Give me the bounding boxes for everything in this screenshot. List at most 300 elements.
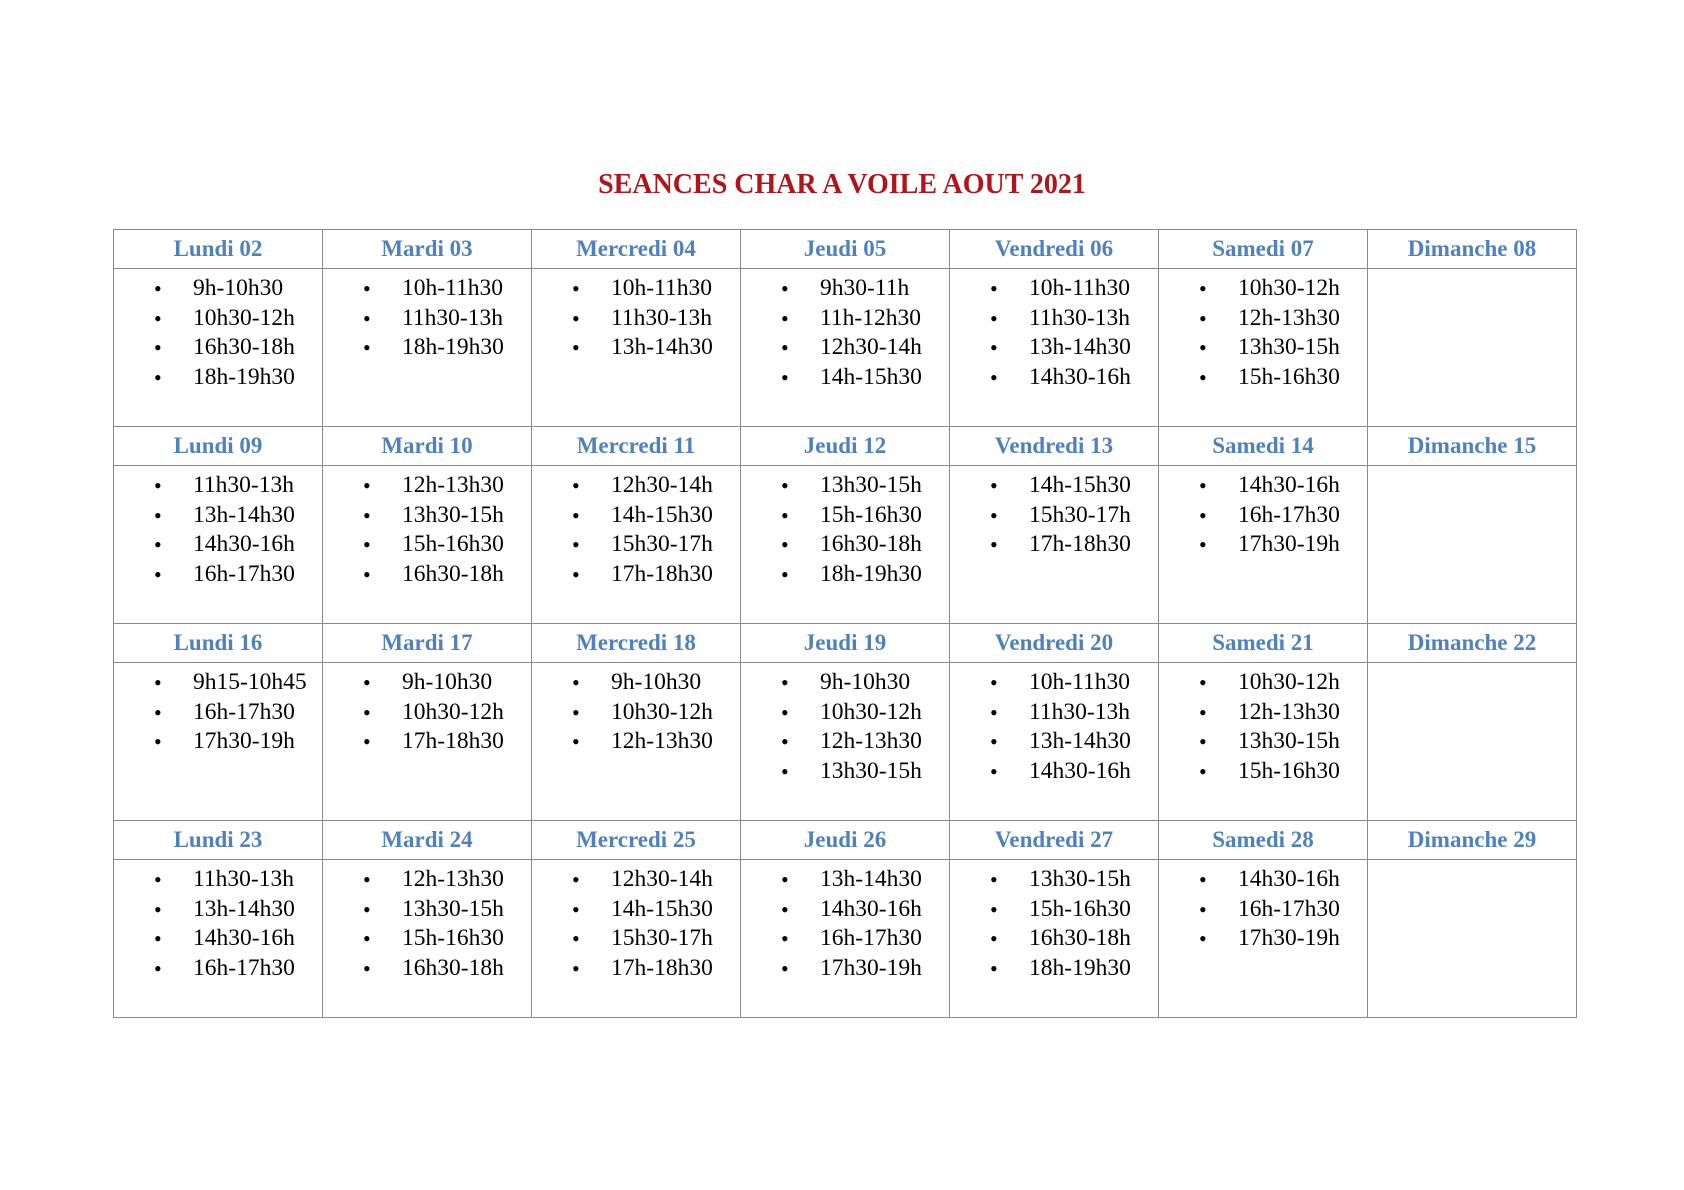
bullet-icon: • [1199,926,1207,951]
slot-time: 14h30-16h [193,531,295,557]
slot-item [114,333,322,363]
slot-item [741,471,949,501]
day-header: Jeudi 05 [741,230,950,269]
bullet-icon: • [1199,670,1207,695]
schedule-table [113,229,1577,1018]
slot-item [741,530,949,560]
bullet-icon: • [1199,364,1207,390]
slot-list [741,663,949,786]
slot-item [114,895,322,925]
slot-item [323,471,531,501]
slot-time: 16h-17h30 [193,954,295,981]
bullet-icon: • [781,867,789,892]
bullet-icon: • [363,955,371,981]
slot-list [323,269,531,363]
bullet-icon: • [1199,867,1207,892]
slot-list [741,269,949,392]
day-header: Vendredi 27 [950,821,1159,860]
day-header: Vendredi 06 [950,230,1159,269]
slot-time: 16h-17h30 [820,925,922,951]
bullet-icon: • [1199,532,1207,557]
bullet-icon: • [154,502,162,528]
day-slots-cell [1159,269,1368,427]
slot-time: 17h-18h30 [611,560,713,587]
slot-time: 14h30-16h [1238,866,1340,892]
slot-list [114,663,322,757]
slot-list [323,663,531,757]
slot-item [1159,501,1367,531]
slot-item [532,698,740,728]
bullet-icon: • [990,335,998,360]
bullet-icon: • [781,758,789,784]
slot-item [323,274,531,304]
slot-time: 17h30-19h [820,954,922,981]
day-slots-cell [323,663,532,821]
slot-list [532,663,740,757]
schedule-body [114,230,1577,1018]
slot-item [323,698,531,728]
day-slots-cell [114,860,323,1018]
slot-item [741,924,949,954]
slot-time: 13h30-15h [820,472,922,498]
slot-item [950,274,1158,304]
week-header-row [114,427,1577,466]
slot-time: 11h30-13h [402,304,503,331]
slot-item [114,954,322,984]
slot-time: 10h-11h30 [1029,275,1130,301]
bullet-icon: • [990,699,998,725]
week-slots-row [114,269,1577,427]
slot-list [114,269,322,392]
bullet-icon: • [781,955,789,981]
day-slots-cell [1159,466,1368,624]
slot-item [950,865,1158,895]
slot-item [532,954,740,984]
bullet-icon: • [154,561,162,587]
slot-item [323,865,531,895]
day-header: Jeudi 12 [741,427,950,466]
bullet-icon: • [363,305,371,331]
slot-time: 16h30-18h [820,531,922,557]
bullet-icon: • [1199,502,1207,528]
slot-item [114,560,322,590]
slot-time: 13h-14h30 [1029,728,1131,754]
day-slots-cell [323,860,532,1018]
slot-time: 10h30-12h [402,698,504,725]
slot-time: 16h30-18h [193,334,295,360]
slot-time: 12h-13h30 [1238,698,1340,725]
day-slots-cell [532,663,741,821]
slot-list [950,663,1158,786]
bullet-icon: • [363,276,371,301]
slot-time: 16h30-18h [402,560,504,587]
day-slots-cell [741,466,950,624]
slot-item [532,895,740,925]
day-slots-cell [741,860,950,1018]
slot-item [950,471,1158,501]
day-header: Mercredi 11 [532,427,741,466]
slot-time: 12h30-14h [611,866,713,892]
bullet-icon: • [363,473,371,498]
slot-time: 9h-10h30 [402,669,493,695]
slot-item [323,895,531,925]
day-header: Lundi 23 [114,821,323,860]
slot-time: 9h30-11h [820,275,910,301]
slot-time: 14h30-16h [1029,363,1131,390]
bullet-icon: • [154,699,162,725]
bullet-icon: • [990,729,998,754]
slot-time: 18h-19h30 [1029,954,1131,981]
slot-item [323,501,531,531]
slot-time: 16h30-18h [402,954,504,981]
day-slots-cell [950,466,1159,624]
bullet-icon: • [154,955,162,981]
slot-time: 10h30-12h [1238,275,1340,301]
bullet-icon: • [1199,335,1207,360]
bullet-icon: • [363,867,371,892]
bullet-icon: • [363,502,371,528]
slot-list [1159,663,1367,786]
slot-item [741,304,949,334]
slot-item [114,501,322,531]
slot-item [323,530,531,560]
day-header: Lundi 02 [114,230,323,269]
slot-item [950,895,1158,925]
bullet-icon: • [363,670,371,695]
bullet-icon: • [990,758,998,784]
slot-time: 13h-14h30 [820,866,922,892]
week-slots-row [114,860,1577,1018]
day-header: Jeudi 26 [741,821,950,860]
bullet-icon: • [154,896,162,922]
slot-item [323,304,531,334]
slot-time: 15h-16h30 [402,531,504,557]
slot-list [532,269,740,363]
slot-item [950,698,1158,728]
slot-item [532,530,740,560]
slot-item [741,560,949,590]
slot-time: 12h-13h30 [402,866,504,892]
day-slots-cell [114,466,323,624]
bullet-icon: • [990,502,998,528]
slot-time: 14h30-16h [1029,757,1131,784]
slot-time: 13h30-15h [402,895,504,922]
slot-time: 18h-19h30 [193,363,295,390]
bullet-icon: • [990,473,998,498]
slot-time: 9h-10h30 [820,669,911,695]
bullet-icon: • [572,896,580,922]
day-header: Dimanche 22 [1368,624,1577,663]
day-slots-cell [741,269,950,427]
week-header-row [114,230,1577,269]
slot-item [741,757,949,787]
slot-time: 15h-16h30 [1238,363,1340,390]
slot-time: 13h30-15h [820,757,922,784]
slot-item [1159,363,1367,393]
bullet-icon: • [363,896,371,922]
slot-item [532,333,740,363]
day-slots-cell [1368,466,1577,624]
bullet-icon: • [154,305,162,331]
day-slots-cell [1159,663,1368,821]
slot-item [741,668,949,698]
day-header: Vendredi 20 [950,624,1159,663]
bullet-icon: • [572,926,580,951]
slot-item [114,865,322,895]
bullet-icon: • [1199,276,1207,301]
slot-item [1159,727,1367,757]
bullet-icon: • [572,867,580,892]
bullet-icon: • [572,699,580,725]
slot-item [323,333,531,363]
slot-time: 12h-13h30 [820,728,922,754]
day-slots-cell [1368,860,1577,1018]
slot-item [323,668,531,698]
slot-item [1159,530,1367,560]
slot-time: 18h-19h30 [402,334,504,360]
bullet-icon: • [1199,699,1207,725]
day-header: Jeudi 19 [741,624,950,663]
slot-item [950,924,1158,954]
day-header: Samedi 21 [1159,624,1368,663]
bullet-icon: • [990,670,998,695]
slot-time: 13h30-15h [402,501,504,528]
day-header: Lundi 09 [114,427,323,466]
slot-item [950,954,1158,984]
slot-item [950,757,1158,787]
bullet-icon: • [990,926,998,951]
day-header: Dimanche 29 [1368,821,1577,860]
slot-time: 12h30-14h [820,334,922,360]
slot-item [1159,865,1367,895]
slot-item [950,668,1158,698]
slot-item [532,560,740,590]
slot-item [532,501,740,531]
slot-list [741,860,949,983]
slot-item [1159,924,1367,954]
slot-time: 11h30-13h [193,866,294,892]
slot-item [532,727,740,757]
bullet-icon: • [781,670,789,695]
day-header: Samedi 28 [1159,821,1368,860]
day-header: Mercredi 04 [532,230,741,269]
day-header: Mercredi 18 [532,624,741,663]
bullet-icon: • [990,532,998,557]
slot-list [323,466,531,589]
slot-list [323,860,531,983]
day-slots-cell [741,663,950,821]
slot-time: 14h-15h30 [820,363,922,390]
slot-time: 15h-16h30 [1029,895,1131,922]
bullet-icon: • [781,473,789,498]
day-header: Mardi 03 [323,230,532,269]
slot-time: 16h-17h30 [1238,895,1340,922]
bullet-icon: • [781,926,789,951]
bullet-icon: • [572,670,580,695]
slot-time: 14h-15h30 [1029,472,1131,498]
bullet-icon: • [781,699,789,725]
slot-item [950,333,1158,363]
slot-time: 10h-11h30 [1029,669,1130,695]
day-header: Lundi 16 [114,624,323,663]
slot-time: 18h-19h30 [820,560,922,587]
bullet-icon: • [154,532,162,557]
slot-time: 10h-11h30 [402,275,503,301]
slot-time: 13h-14h30 [193,501,295,528]
slot-item [950,501,1158,531]
day-slots-cell [950,269,1159,427]
slot-item [114,727,322,757]
slot-time: 16h30-18h [1029,925,1131,951]
slot-time: 17h30-19h [1238,925,1340,951]
bullet-icon: • [781,532,789,557]
slot-item [741,954,949,984]
slot-item [114,530,322,560]
slot-time: 16h-17h30 [193,560,295,587]
bullet-icon: • [363,699,371,725]
bullet-icon: • [990,896,998,922]
slot-item [741,333,949,363]
slot-item [532,668,740,698]
bullet-icon: • [154,729,162,754]
slot-list [1159,860,1367,954]
slot-list [1368,860,1576,865]
slot-time: 11h-12h30 [820,304,921,331]
day-header: Dimanche 15 [1368,427,1577,466]
slot-time: 11h30-13h [1029,304,1130,331]
slot-time: 17h30-19h [1238,531,1340,557]
day-header: Vendredi 13 [950,427,1159,466]
bullet-icon: • [572,305,580,331]
day-header: Mardi 24 [323,821,532,860]
bullet-icon: • [781,305,789,331]
day-header: Samedi 07 [1159,230,1368,269]
slot-item [741,501,949,531]
week-header-row [114,624,1577,663]
bullet-icon: • [572,955,580,981]
slot-time: 17h-18h30 [1029,531,1131,557]
slot-time: 10h30-12h [820,698,922,725]
day-header: Mercredi 25 [532,821,741,860]
day-slots-cell [532,466,741,624]
bullet-icon: • [990,867,998,892]
bullet-icon: • [363,532,371,557]
bullet-icon: • [363,335,371,360]
slot-time: 14h30-16h [1238,472,1340,498]
slot-item [741,727,949,757]
slot-time: 15h30-17h [611,925,713,951]
week-header-row [114,821,1577,860]
slot-item [114,924,322,954]
slot-time: 15h-16h30 [820,501,922,528]
slot-time: 15h30-17h [1029,501,1131,528]
bullet-icon: • [1199,305,1207,331]
slot-time: 11h30-13h [193,472,294,498]
bullet-icon: • [990,955,998,981]
slot-time: 12h-13h30 [611,728,713,754]
slot-list [114,860,322,983]
bullet-icon: • [363,561,371,587]
slot-time: 12h30-14h [611,472,713,498]
slot-item [323,924,531,954]
slot-item [950,363,1158,393]
slot-item [323,727,531,757]
week-slots-row [114,663,1577,821]
slot-item [114,668,322,698]
slot-time: 14h30-16h [820,895,922,922]
bullet-icon: • [363,729,371,754]
bullet-icon: • [781,561,789,587]
slot-list [1368,663,1576,668]
day-slots-cell [532,860,741,1018]
bullet-icon: • [1199,758,1207,784]
slot-time: 16h-17h30 [193,698,295,725]
bullet-icon: • [1199,729,1207,754]
slot-item [532,865,740,895]
slot-list [1368,269,1576,274]
slot-item [950,530,1158,560]
slot-item [114,304,322,334]
slot-item [114,363,322,393]
slot-item [1159,668,1367,698]
slot-list [741,466,949,589]
slot-item [741,865,949,895]
slot-time: 10h30-12h [193,304,295,331]
bullet-icon: • [154,926,162,951]
slot-item [1159,274,1367,304]
slot-time: 13h-14h30 [1029,334,1131,360]
bullet-icon: • [781,364,789,390]
slot-time: 14h-15h30 [611,501,713,528]
day-header: Mardi 10 [323,427,532,466]
slot-time: 10h-11h30 [611,275,712,301]
slot-time: 16h-17h30 [1238,501,1340,528]
bullet-icon: • [990,276,998,301]
slot-item [1159,471,1367,501]
slot-time: 17h-18h30 [402,728,504,754]
slot-list [950,269,1158,392]
slot-time: 10h30-12h [1238,669,1340,695]
slot-time: 11h30-13h [1029,698,1130,725]
slot-list [532,466,740,589]
slot-time: 13h30-15h [1029,866,1131,892]
slot-time: 15h-16h30 [402,925,504,951]
slot-list [1368,466,1576,471]
slot-item [532,274,740,304]
slot-item [950,727,1158,757]
bullet-icon: • [154,335,162,360]
slot-item [532,471,740,501]
slot-item [741,363,949,393]
day-slots-cell [323,466,532,624]
bullet-icon: • [781,896,789,922]
bullet-icon: • [363,926,371,951]
bullet-icon: • [1199,473,1207,498]
slot-item [1159,757,1367,787]
week-slots-row [114,466,1577,624]
slot-item [1159,333,1367,363]
slot-time: 10h30-12h [611,698,713,725]
slot-list [532,860,740,983]
bullet-icon: • [781,276,789,301]
day-slots-cell [1159,860,1368,1018]
slot-time: 13h-14h30 [193,895,295,922]
slot-list [1159,269,1367,392]
slot-list [1159,466,1367,560]
bullet-icon: • [154,364,162,390]
bullet-icon: • [154,473,162,498]
slot-time: 13h30-15h [1238,334,1340,360]
